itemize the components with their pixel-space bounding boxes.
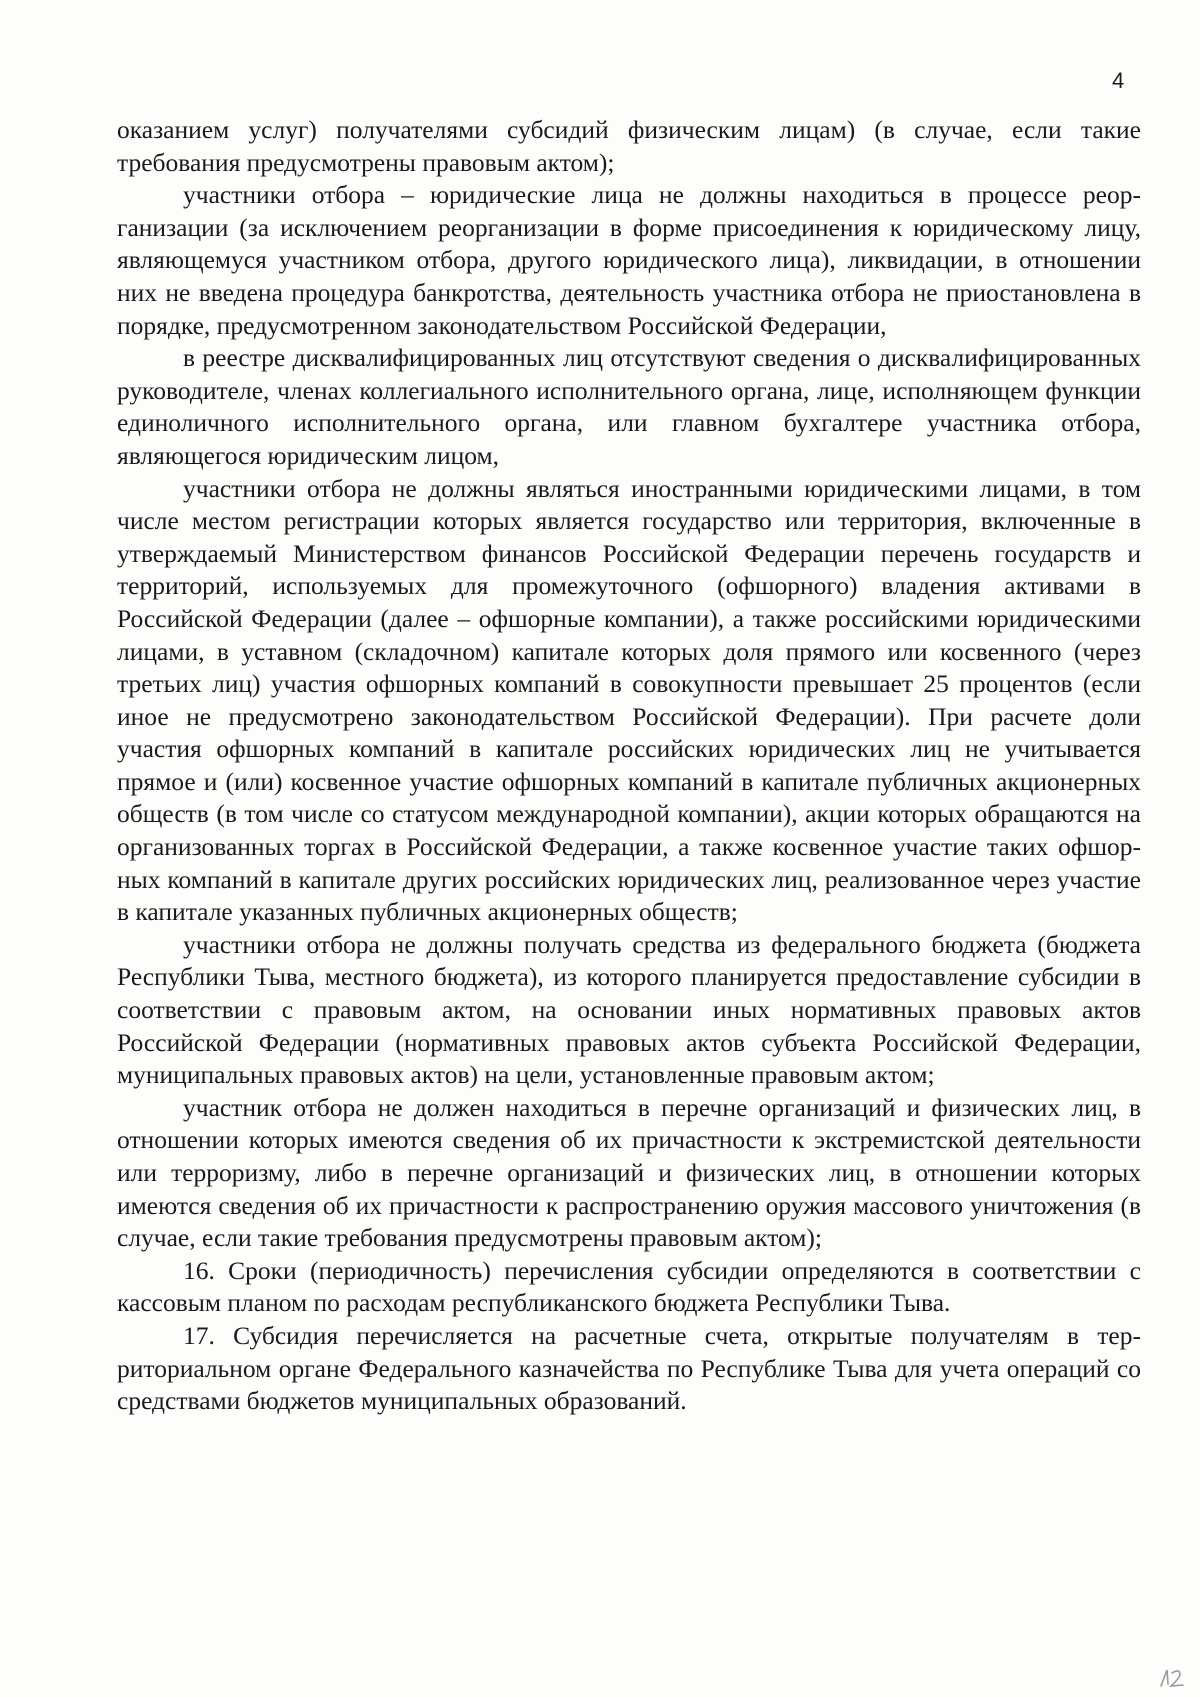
paragraph-continuation: оказанием услуг) получателями субсидий физическим лицам) (в случае, если такие требования предусмотрены правовым актом); — [117, 115, 1141, 177]
paragraph-item-17: 17. Субсидия перечисляется на расчетные счета, открытые получателям в территориальном органе Федерального казначейства по Республике Тыва для учета операций со средствами бюджетов муниципальных образований. — [117, 1320, 1141, 1416]
handwritten-mark — [1158, 1664, 1188, 1696]
paragraph-disqualified-registry: в реестре дисквалифицированных лиц отсутствуют сведения о дисквалифицированных руководителе, членах коллегиального исполнительного органа, лице, исполняющем функции единоличного исполнительного органа, или главном бухгалтере участника отбора, являющегося юридическим лицом, — [117, 343, 1141, 470]
page-number: 4 — [1112, 68, 1125, 93]
paragraph-federal-budget: участники отбора не должны получать средства из федерального бюджета (бюджета Республики Тыва, местного бюджета), из которого планируется предоставление субсидии в соответствии с правовым актом, на основании иных нормативных правовых актов Российской Федерации (нормативных правовых актов субъекта Российской Федерации, муниципальных правовых актов) на цели, установленные правовым актом; — [117, 929, 1141, 1090]
paragraph-extremism-list: участник отбора не должен находиться в перечне организаций и физических лиц, в отношении которых имеются сведения об их причастности к экстремистской деятельности или терроризму, либо в перечне организаций и физических лиц, в отношении которых имеются сведения об их причастности к распространению оружия массового уничтожения (в случае, если такие требования предусмотрены правовым актом); — [117, 1092, 1141, 1253]
paragraph-offshore-companies: участники отбора не должны являться иностранными юридическими лицами, в том числе местом регистрации которых является государство или территория, включенные в утверждаемый Министерством финансов Российской Федерации перечень государств и территорий, используемых для промежуточного (офшорного) владения активами в Российской Федерации (далее – офшорные компании), а также российскими юридическими лицами, в уставном (складочном) капитале которых доля прямого или косвенного (через третьих лиц) участия офшорных компаний в совокупности превышает 25 процентов (если иное не предусмотрено законодательством Российской Федерации). При расчете доли участия офшорных компаний в капитале российских юридических лиц не учитывается прямое и (или) косвенное участие офшорных компаний в капитале публичных акционерных обществ (в том числе со статусом международной компании), акции которых обращаются на организованных торгах в Российской Федерации, а также косвенное участие таких офшорных компаний в капитале других российских юридических лиц, реализованное через участие в капитале указанных публичных акционерных обществ; — [117, 473, 1141, 927]
document-body — [117, 114, 1141, 1418]
paragraph-reorganization: участники отбора – юридические лица не должны находиться в процессе реорганизации (за исключением реорганизации в форме присоединения к юридическому лицу, являющемуся участником отбора, другого юридического лица), ликвидации, в отношении них не введена процедура банкротства, деятельность участника отбора не приостановлена в порядке, предусмотренном законодательством Российской Федерации, — [117, 180, 1141, 340]
paragraph-item-16: 16. Сроки (периодичность) перечисления субсидии определяются в соответствии с кассовым планом по расходам республиканского бюджета Республики Тыва. — [117, 1255, 1141, 1318]
